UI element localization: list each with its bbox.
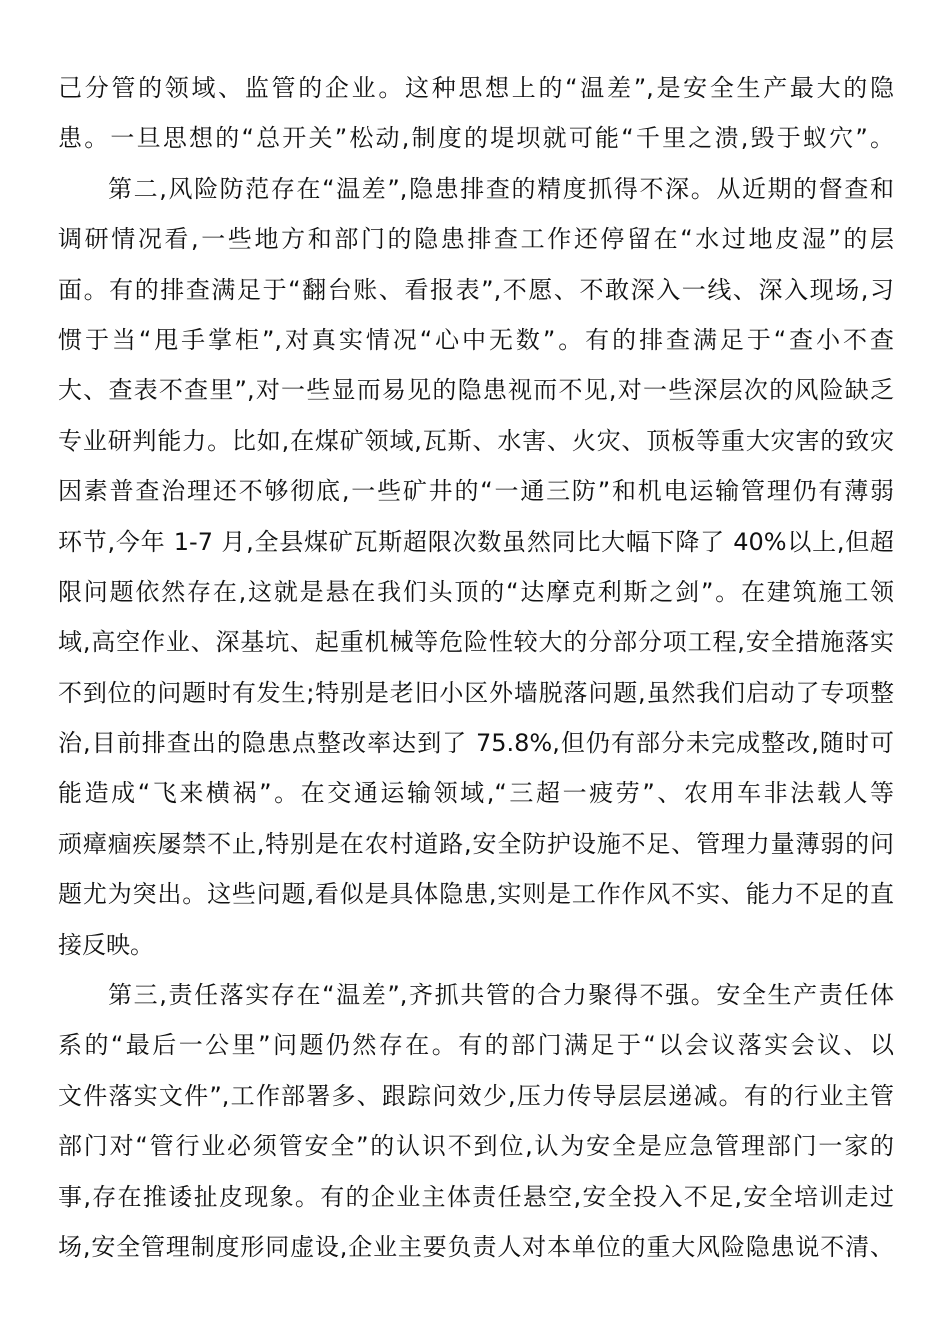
text-line: 域,高空作业、深基坑、起重机械等危险性较大的分部分项工程,安全措施落实: [58, 628, 894, 657]
text-line: 因素普查治理还不够彻底,一些矿井的“一通三防”和机电运输管理仍有薄弱: [58, 477, 894, 506]
text-line: 治,目前排查出的隐患点整改率达到了 75.8%,但仍有部分未完成整改,随时可: [58, 729, 894, 758]
text-line: 环节,今年 1-7 月,全县煤矿瓦斯超限次数虽然同比大幅下降了 40%以上,但超: [58, 527, 894, 556]
text-line: 己分管的领域、监管的企业。这种思想上的“温差”,是安全生产最大的隐: [58, 74, 894, 102]
text-line: 顽瘴痼疾屡禁不止,特别是在农村道路,安全防护设施不足、管理力量薄弱的问: [58, 829, 894, 858]
text-line: 题尤为突出。这些问题,看似是具体隐患,实则是工作作风不实、能力不足的直: [58, 880, 894, 909]
text-line: 文件落实文件”,工作部署多、跟踪问效少,压力传导层层递减。有的行业主管: [58, 1081, 894, 1110]
text-line: 事,存在推诿扯皮现象。有的企业主体责任悬空,安全投入不足,安全培训走过: [58, 1182, 894, 1211]
text-line: 不到位的问题时有发生;特别是老旧小区外墙脱落问题,虽然我们启动了专项整: [58, 678, 894, 707]
document-body: [58, 70, 894, 1279]
text-line: 场,安全管理制度形同虚设,企业主要负责人对本单位的重大风险隐患说不清、: [58, 1232, 894, 1261]
text-line: 惯于当“甩手掌柜”,对真实情况“心中无数”。有的排查满足于“查小不查: [58, 325, 894, 354]
text-line: 调研情况看,一些地方和部门的隐患排查工作还停留在“水过地皮湿”的层: [58, 225, 894, 254]
text-line: 能造成“飞来横祸”。在交通运输领域,“三超一疲劳”、农用车非法载人等: [58, 779, 894, 808]
paragraph-first-line: 第三,责任落实存在“温差”,齐抓共管的合力聚得不强。安全生产责任体: [108, 981, 894, 1010]
text-line: 专业研判能力。比如,在煤矿领域,瓦斯、水害、火灾、顶板等重大灾害的致灾: [58, 426, 894, 455]
text-line: 面。有的排查满足于“翻台账、看报表”,不愿、不敢深入一线、深入现场,习: [58, 275, 894, 304]
text-line: 部门对“管行业必须管安全”的认识不到位,认为安全是应急管理部门一家的: [58, 1132, 894, 1161]
paragraph-first-line: 第二,风险防范存在“温差”,隐患排查的精度抓得不深。从近期的督查和: [108, 174, 894, 203]
text-line: 大、查表不查里”,对一些显而易见的隐患视而不见,对一些深层次的风险缺乏: [58, 376, 894, 405]
paragraph-last-line: 接反映。: [58, 930, 154, 959]
text-line: 系的“最后一公里”问题仍然存在。有的部门满足于“以会议落实会议、以: [58, 1031, 894, 1060]
text-line: 限问题依然存在,这就是悬在我们头顶的“达摩克利斯之剑”。在建筑施工领: [58, 577, 894, 606]
text-line: 患。一旦思想的“总开关”松动,制度的堤坝就可能“千里之溃,毁于蚁穴”。: [58, 124, 894, 153]
